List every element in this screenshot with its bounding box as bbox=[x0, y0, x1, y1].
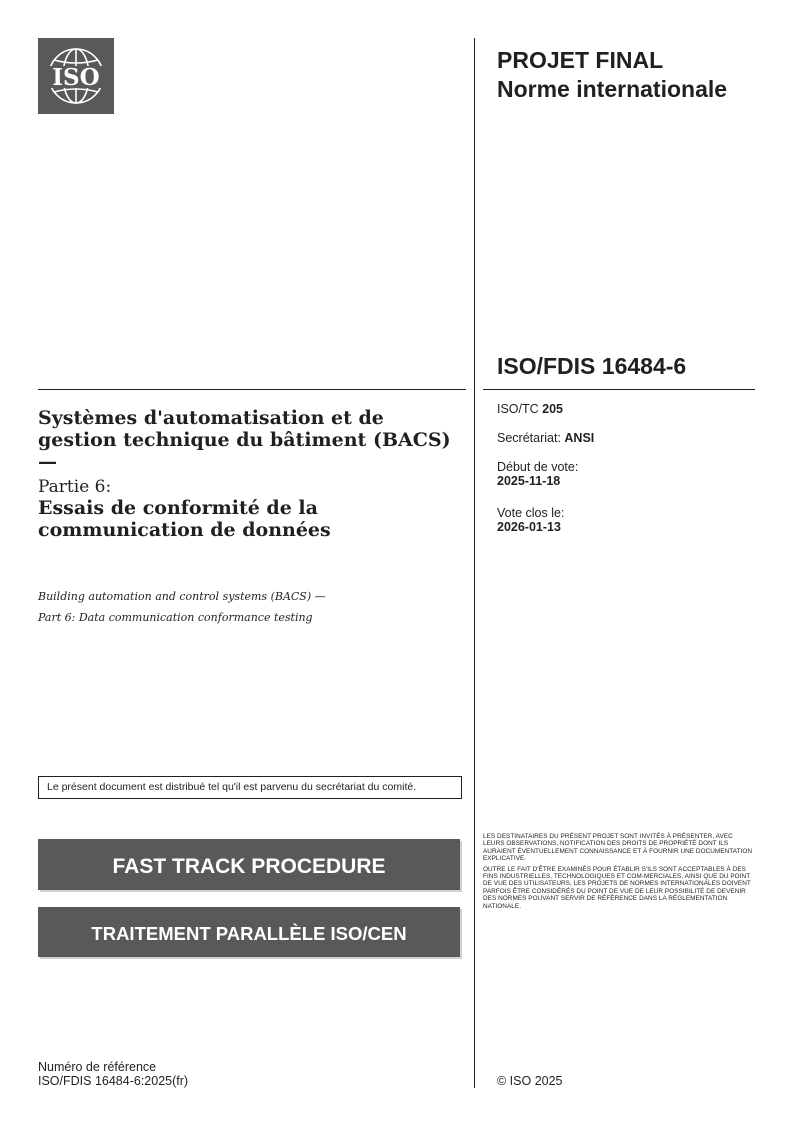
secretariat-value: ANSI bbox=[564, 431, 595, 445]
part-title: Essais de conformité de la communication de données bbox=[38, 497, 331, 541]
technical-committee bbox=[497, 402, 563, 416]
parallel-procedure-banner: TRAITEMENT PARALLÈLE ISO/CEN bbox=[38, 907, 460, 957]
vote-end bbox=[497, 506, 564, 534]
tc-value: 205 bbox=[542, 402, 564, 416]
disclaimer-para1: LES DESTINATAIRES DU PRÉSENT PROJET SONT INVITÉS À PRÉSENTER, AVEC LEURS OBSERVATIONS, NOTIFICATION DES DROITS DE PROPRIÉTÉ DONT ILS AURAIENT ÉVENTUELLEMENT CONNAISSANCE ET À FOURNIR UNE DOCUMENTATION EXPLICATIVE. bbox=[483, 833, 753, 863]
copyright: © ISO 2025 bbox=[497, 1074, 563, 1088]
iso-globe-icon bbox=[38, 38, 114, 114]
tc-label: ISO/TC bbox=[497, 402, 543, 416]
english-title-line1: Building automation and control systems (BACS) — bbox=[38, 590, 326, 603]
vote-end-value: 2026-01-13 bbox=[497, 520, 561, 534]
fast-track-banner: FAST TRACK PROCEDURE bbox=[38, 839, 460, 890]
vote-start-label: Début de vote: bbox=[497, 460, 579, 474]
doc-type-line1: PROJET FINAL bbox=[497, 47, 664, 73]
distribution-notice: Le présent document est distribué tel qu'il est parvenu du secrétariat du comité. bbox=[38, 776, 462, 799]
english-title-line2: Part 6: Data communication conformance testing bbox=[38, 611, 313, 624]
doc-type-line2: Norme internationale bbox=[497, 76, 728, 102]
document-type bbox=[497, 46, 757, 104]
vote-start bbox=[497, 460, 578, 488]
iso-logo bbox=[38, 38, 114, 114]
horizontal-rule-right bbox=[483, 389, 755, 390]
secretariat-label: Secrétariat: bbox=[497, 431, 565, 445]
english-title bbox=[38, 586, 458, 628]
vertical-divider bbox=[474, 38, 475, 1088]
recipients-disclaimer bbox=[483, 833, 755, 913]
disclaimer-para2: OUTRE LE FAIT D'ÊTRE EXAMINÉS POUR ÉTABLIR S'ILS SONT ACCEPTABLES À DES FINS INDUSTRIELLES, TECHNOLOGIQUES ET COM-MERCIALES, AINSI QUE DU POINT DE VUE DES UTILISATEURS, LES PROJETS DE NORMES INTERNATIONALES DOIVENT PARFOIS ÊTRE CONSIDÉRÉS DU POINT DE VUE DE LEUR POSSIBILITÉ DE DEVENIR DES NORMES POUVANT SERVIR DE RÉFÉRENCE DANS LA RÉGLEMENTATION NATIONALE. bbox=[483, 865, 751, 910]
secretariat bbox=[497, 431, 594, 445]
vote-start-value: 2025-11-18 bbox=[497, 474, 561, 488]
reference-label: Numéro de référence bbox=[38, 1060, 157, 1074]
part-label: Partie 6: bbox=[38, 477, 112, 497]
logo-text: ISO bbox=[52, 64, 100, 91]
standard-number: ISO/FDIS 16484-6 bbox=[497, 353, 687, 379]
vote-end-label: Vote clos le: bbox=[497, 506, 565, 520]
horizontal-rule-left bbox=[38, 389, 466, 390]
reference-number: ISO/FDIS 16484-6:2025(fr) bbox=[38, 1074, 189, 1088]
main-title: Systèmes d'automatisation et de gestion technique du bâtiment (BACS) — bbox=[38, 407, 451, 473]
